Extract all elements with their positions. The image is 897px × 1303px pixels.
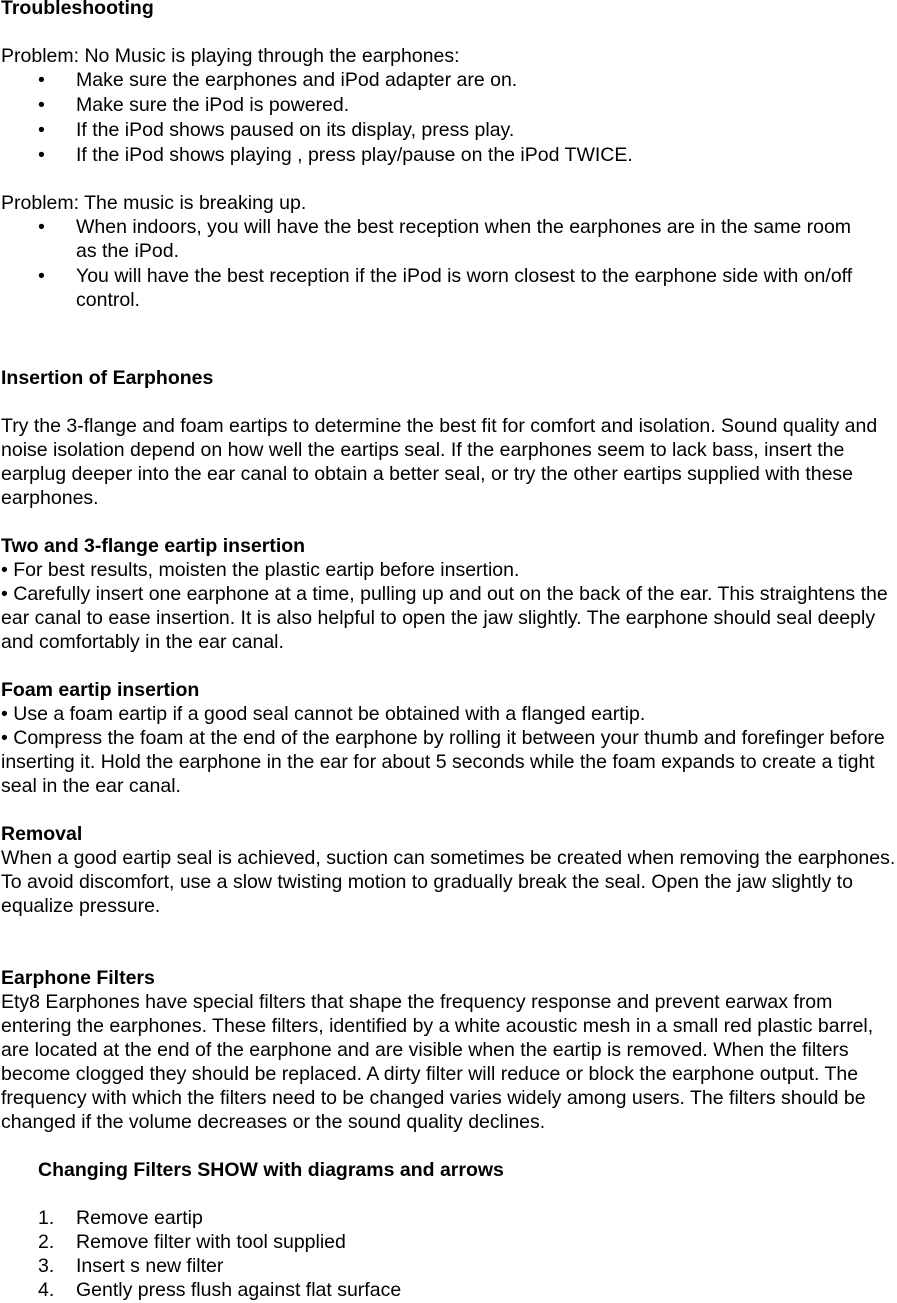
list-item: • Make sure the iPod is powered. — [38, 94, 350, 116]
bullet-icon: • — [38, 69, 45, 91]
flange-line-2: • Carefully insert one earphone at a time, pulling up and out on the back of the ear. This straightens the ear canal to ease insertion. It is also helpful to open the jaw slightly. The earphone should seal deeply and comfortably in the ear canal. — [1, 583, 888, 653]
filters-heading: Earphone Filters — [1, 967, 155, 989]
removal-heading: Removal — [1, 823, 83, 845]
problem-breaking-up-list — [1, 215, 897, 312]
problem-breaking-up-heading: Problem: The music is breaking up. — [1, 192, 307, 214]
list-item: • When indoors, you will have the best reception when the earphones are in the same room as the iPod. — [38, 216, 852, 262]
list-item: • Make sure the earphones and iPod adapter are on. — [38, 69, 518, 91]
step-number: 2. — [38, 1231, 55, 1253]
changing-filters-heading: Changing Filters SHOW with diagrams and arrows — [38, 1159, 504, 1181]
removal-body: When a good eartip seal is achieved, suction can sometimes be created when removing the earphones. To avoid discomfort, use a slow twisting motion to gradually break the seal. Open the jaw slightly to equalize pressure. — [1, 847, 896, 917]
list-item: 2. Remove filter with tool supplied — [38, 1231, 346, 1253]
bullet-icon: • — [38, 265, 45, 287]
changing-filters-steps — [1, 1206, 897, 1302]
step-number: 3. — [38, 1255, 55, 1277]
bullet-icon: • — [38, 144, 45, 166]
bullet-icon: • — [38, 216, 45, 238]
list-item: 4. Gently press flush against flat surface — [38, 1279, 402, 1301]
flange-heading: Two and 3-flange eartip insertion — [1, 535, 306, 557]
problem-no-music-list — [1, 68, 897, 167]
step-number: 4. — [38, 1279, 55, 1301]
troubleshooting-heading: Troubleshooting — [1, 0, 154, 19]
list-item: • If the iPod shows playing , press play/pause on the iPod TWICE. — [38, 144, 633, 166]
problem-no-music-heading: Problem: No Music is playing through the earphones: — [1, 45, 460, 67]
list-item: • You will have the best reception if the iPod is worn closest to the earphone side with on/off control. — [38, 265, 853, 311]
insertion-body: Try the 3-flange and foam eartips to determine the best fit for comfort and isolation. Sound quality and noise isolation depend on how well the eartips seal. If the earphones seem to lack bass, insert the earplug deeper into the ear canal to obtain a better seal, or try the other eartips supplied with these earphones. — [1, 415, 878, 509]
foam-heading: Foam eartip insertion — [1, 679, 200, 701]
insertion-heading: Insertion of Earphones — [1, 367, 214, 389]
foam-line-2: • Compress the foam at the end of the earphone by rolling it between your thumb and forefinger before inserting it. Hold the earphone in the ear for about 5 seconds while the foam expands to create a tight seal in the ear canal. — [1, 727, 885, 797]
bullet-icon: • — [38, 94, 45, 116]
list-item: 3. Insert s new filter — [38, 1255, 224, 1277]
filters-body: Ety8 Earphones have special filters that shape the frequency response and prevent earwax from entering the earphones. These filters, identified by a white acoustic mesh in a small red plastic barrel, are located at the end of the earphone and are visible when the eartip is removed. When the filters become clogged they should be replaced. A dirty filter will reduce or block the earphone output. The frequency with which the filters need to be changed varies widely among users. The filters should be changed if the volume decreases or the sound quality declines. — [1, 991, 874, 1133]
flange-line-1: • For best results, moisten the plastic eartip before insertion. — [1, 559, 520, 581]
list-item: 1. Remove eartip — [38, 1207, 203, 1229]
document-page — [1, 0, 897, 1302]
bullet-icon: • — [38, 119, 45, 141]
list-item: • If the iPod shows paused on its display, press play. — [38, 119, 515, 141]
foam-line-1: • Use a foam eartip if a good seal cannot be obtained with a flanged eartip. — [1, 703, 646, 725]
step-number: 1. — [38, 1207, 55, 1229]
